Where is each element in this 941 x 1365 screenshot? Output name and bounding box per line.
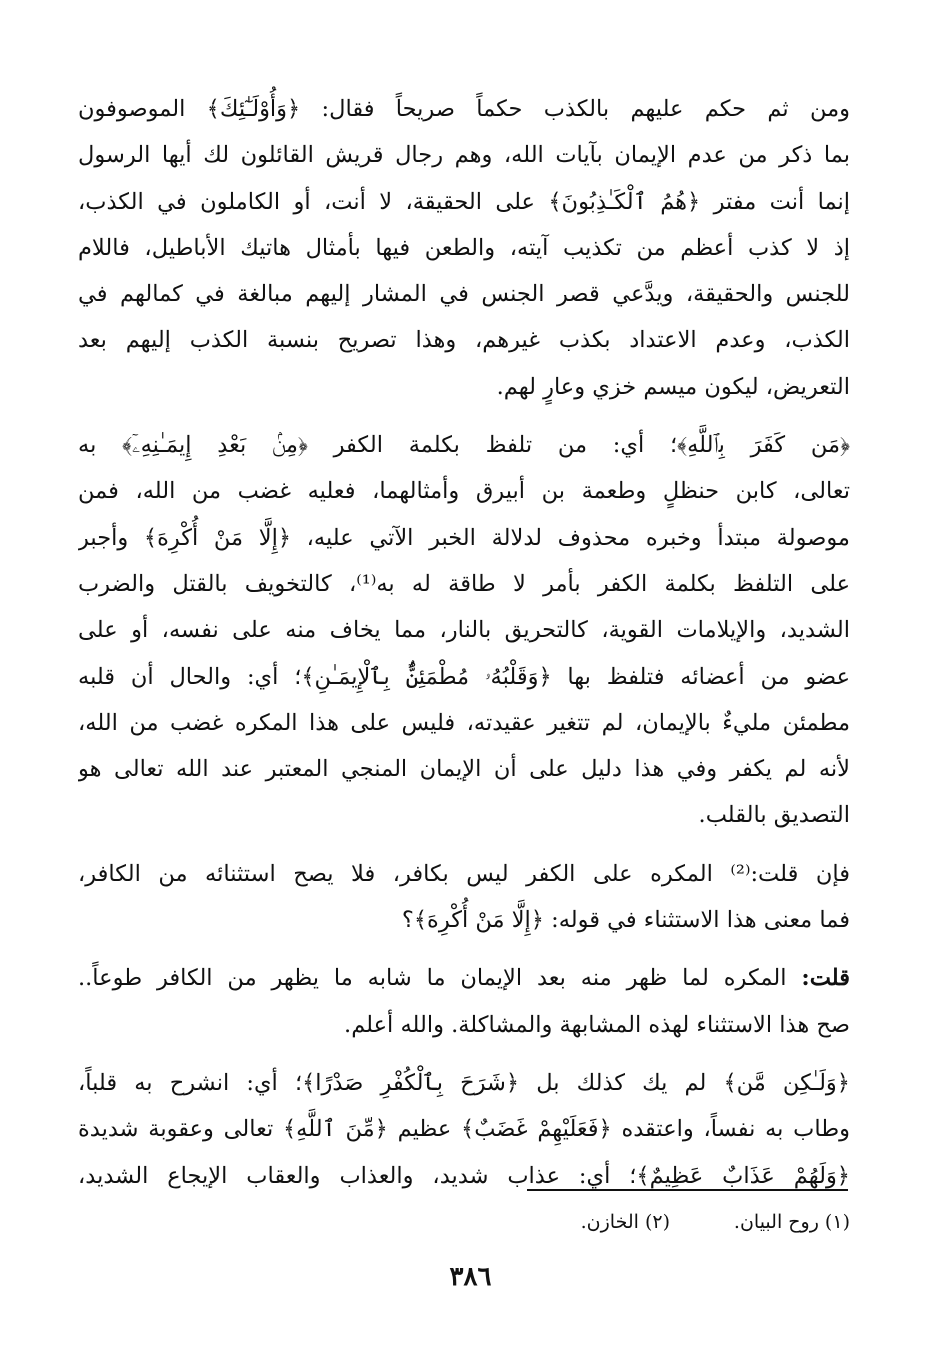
- paragraph-3: [78, 851, 850, 944]
- text-line: للجنس والحقيقة، ويدَّعي قصر الجنس في المشار إليهم مبالغة في كمالهم في: [78, 281, 850, 308]
- text-line: إذ لا كذب أعظم من تكذيب آيته، والطعن فيها بأمثال هاتيك الأباطيل، فاللام: [78, 234, 850, 261]
- text-line: صح هذا الاستثناء لهذه المشابهة والمشاكلة. والله أعلم.: [344, 1011, 850, 1038]
- text-line: إنما أنت مفتر ﴿هُمُ ٱلْكَـٰذِبُونَ﴾ على الحقيقة، لا أنت، أو الكاملون في الكذب،: [78, 188, 850, 215]
- text-line: الكذب، وعدم الاعتداد بكذب غيرهم، وهذا تصريح بنسبة الكذب إليهم بعد: [78, 327, 850, 354]
- text-line: مطمئن مليءٌ بالإيمان، لم تتغير عقيدته، فليس على هذا المكره غضب من الله،: [78, 709, 850, 736]
- answer-text: المكره لما ظهر منه بعد الإيمان ما شابه ما يظهر من الكافر طوعاً..: [78, 965, 802, 992]
- text-line: ﴿وَلَهُمْ عَذَابٌ عَظِيمٌ﴾؛ أي: عذاب شديد، والعذاب والعقاب الإيجاع الشديد،: [78, 1162, 850, 1189]
- page-number: ٣٨٦: [449, 1262, 492, 1292]
- footnotes: [330, 1204, 850, 1240]
- text-line: موصولة مبتدأ وخبره محذوف لدلالة الخبر الآتي عليه، ﴿إِلَّا مَنْ أُكْرِهَ﴾ وأجبر: [78, 524, 850, 551]
- footnote-2: (٢) الخازن.: [580, 1211, 670, 1233]
- text-line: الشديد، والإيلامات القوية، كالتحريق بالنار، مما يخاف منه على نفسه، أو على: [78, 617, 850, 644]
- text-line: التعريض، ليكون ميسم خزي وعارٍ لهم.: [496, 373, 850, 400]
- text-line: لأنه لم يكفر وفي هذا دليل على أن الإيمان المنجي المعتبر عند الله تعالى هو: [78, 756, 850, 783]
- text-line: ﴿وَلَـٰكِن مَّن﴾ لم يك كذلك بل ﴿شَرَحَ بِٱلْكُفْرِ صَدْرًا﴾؛ أي: انشرح به قلباً،: [78, 1069, 850, 1096]
- main-text: [78, 86, 850, 1211]
- text-line: عضو من أعضائه فتلفظ بها ﴿وَقَلْبُهُۥ مُطْمَئِنٌّۢ بِٱلْإِيمَـٰنِ﴾؛ أي: والحال أن قلبه: [78, 663, 850, 690]
- text-line: ﴿مَن كَفَرَ بِٱللَّهِ﴾؛ أي: من تلفظ بكلمة الكفر ﴿مِنۢ بَعْدِ إِيمَـٰنِهِۦٓ﴾ به: [78, 432, 850, 459]
- paragraph-2: [78, 422, 850, 839]
- text-line: فما معنى هذا الاستثناء في قوله: ﴿إِلَّا مَنْ أُكْرِهَ﴾؟: [401, 907, 850, 934]
- text-line: بما ذكر من عدم الإيمان بآيات الله، وهم رجال قريش القائلون لك أيها الرسول: [78, 142, 850, 169]
- text-line: على التلفظ بكلمة الكفر بأمر لا طاقة له به⁽¹⁾، كالتخويف بالقتل والضرب: [78, 570, 850, 597]
- text-line: [78, 955, 850, 1001]
- footnote-1: (١) روح البيان.: [733, 1211, 850, 1233]
- paragraph-4: [78, 955, 850, 1048]
- text-line: تعالى، كابن حنظلٍ وطعمة بن أبيرق وأمثالهما، فعليه غضب من الله، فمن: [78, 478, 850, 505]
- text-line: التصديق بالقلب.: [698, 802, 850, 829]
- text-line: ومن ثم حكم عليهم بالكذب حكماً صريحاً فقال: ﴿وَأُوْلَـٰٓئِكَ﴾ الموصوفون: [78, 96, 850, 122]
- paragraph-1: [78, 86, 850, 410]
- text-line: فإن قلت:⁽²⁾ المكره على الكفر ليس بكافر، فلا يصح استثنائه من الكافر،: [78, 860, 850, 887]
- paragraph-5: [78, 1060, 850, 1199]
- text-line: وطاب به نفساً، واعتقده ﴿فَعَلَيْهِمْ غَضَبٌ﴾ عظيم ﴿مِّنَ ٱللَّهِ﴾ تعالى وعقوبة شديدة: [78, 1116, 850, 1143]
- answer-lead: قلت:: [801, 965, 850, 992]
- footnote-divider: [527, 1189, 848, 1191]
